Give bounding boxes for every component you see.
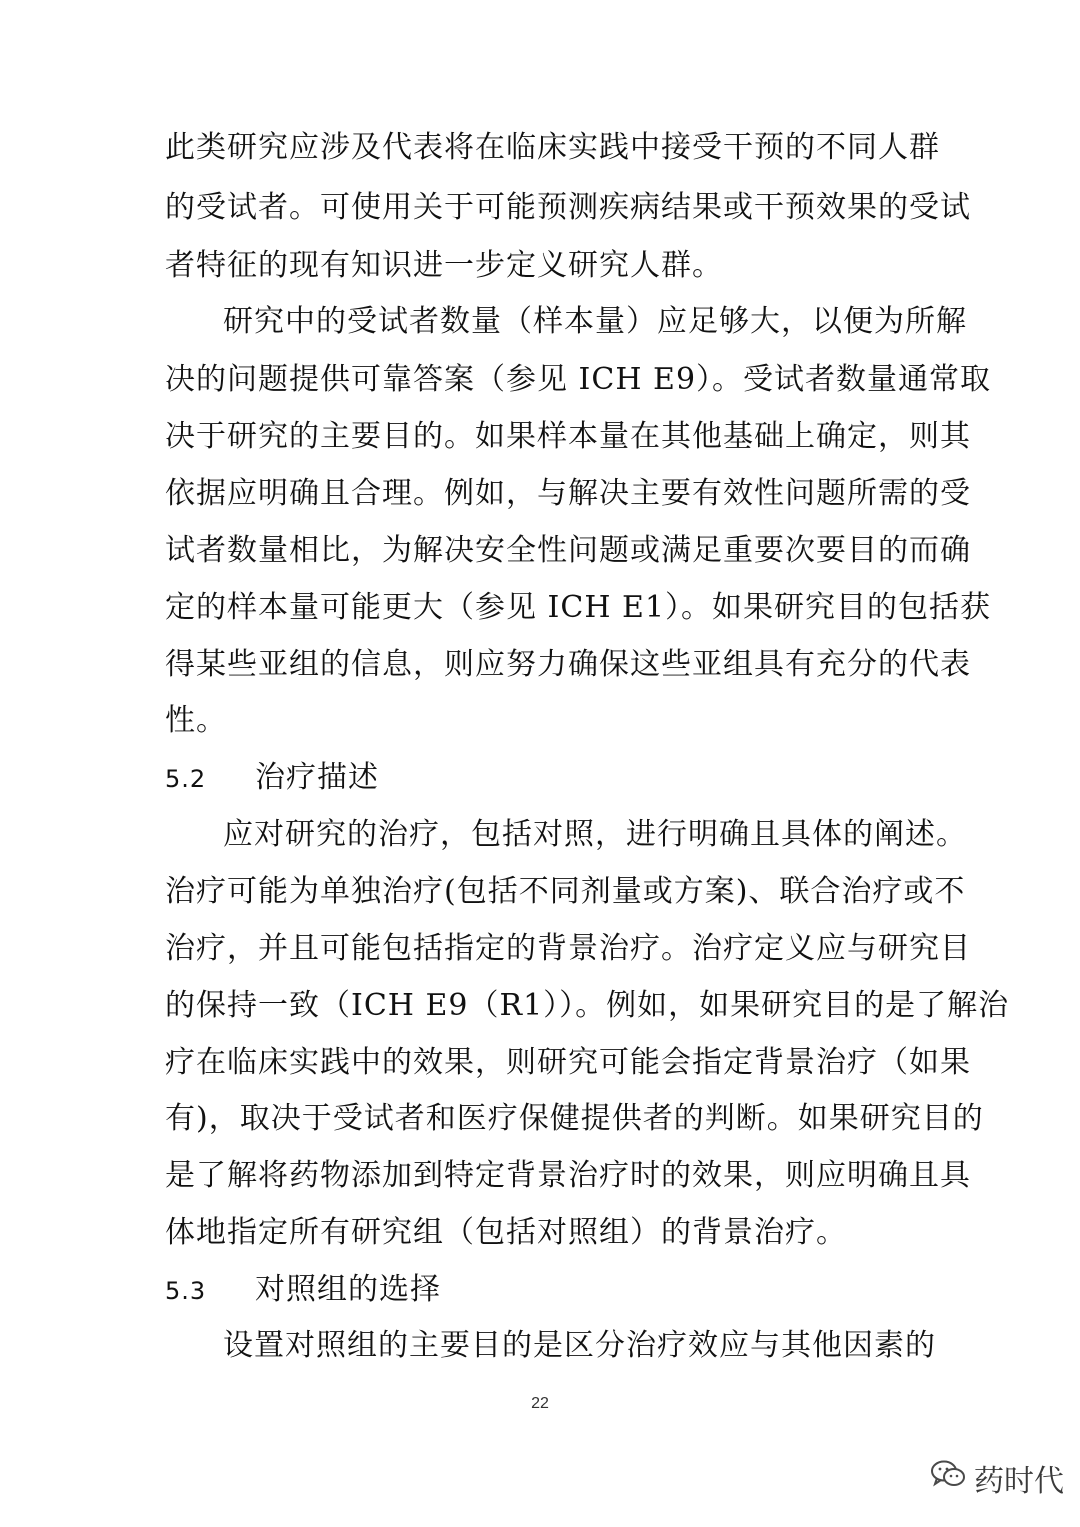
paragraph-line: 试者数量相比，为解决安全性问题或满足重要次要目的而确 <box>165 533 971 568</box>
paragraph-line: 性。 <box>165 703 227 738</box>
section-number: 5.2 <box>165 765 207 793</box>
paragraph-line: 研究中的受试者数量（样本量）应足够大，以便为所解 <box>223 304 967 339</box>
paragraph-line: 的受试者。可使用关于可能预测疾病结果或干预效果的受试 <box>165 190 971 225</box>
paragraph-line: 是了解将药物添加到特定背景治疗时的效果，则应明确且具 <box>165 1158 971 1193</box>
paragraph-line: 设置对照组的主要目的是区分治疗效应与其他因素的 <box>223 1328 936 1363</box>
section-title: 治疗描述 <box>255 760 379 795</box>
page-number: 22 <box>531 1395 549 1412</box>
watermark-text: 药时代 <box>974 1464 1064 1499</box>
paragraph-line: 此类研究应涉及代表将在临床实践中接受干预的不同人群 <box>165 130 940 165</box>
paragraph-line: 决的问题提供可靠答案（参见 ICH E9）。受试者数量通常取 <box>165 362 992 397</box>
section-heading-5-3 <box>165 1270 441 1311</box>
paragraph-line: 的保持一致（ICH E9（R1））。例如，如果研究目的是了解治 <box>165 988 1010 1023</box>
paragraph-line: 疗在临床实践中的效果，则研究可能会指定背景治疗（如果 <box>165 1045 971 1080</box>
paragraph-line: 依据应明确且合理。例如，与解决主要有效性问题所需的受 <box>165 476 971 511</box>
paragraph-line: 治疗可能为单独治疗(包括不同剂量或方案)、联合治疗或不 <box>165 874 966 909</box>
paragraph-line: 治疗，并且可能包括指定的背景治疗。治疗定义应与研究目 <box>165 931 971 966</box>
section-title: 对照组的选择 <box>255 1272 441 1307</box>
watermark <box>930 1456 1064 1500</box>
wechat-icon <box>930 1459 966 1497</box>
paragraph-line: 应对研究的治疗，包括对照，进行明确且具体的阐述。 <box>223 817 967 852</box>
section-heading-5-2 <box>165 758 379 799</box>
paragraph-line: 体地指定所有研究组（包括对照组）的背景治疗。 <box>165 1215 847 1250</box>
paragraph-line: 有)，取决于受试者和医疗保健提供者的判断。如果研究目的 <box>165 1101 984 1136</box>
section-number: 5.3 <box>165 1277 207 1305</box>
paragraph-line: 决于研究的主要目的。如果样本量在其他基础上确定，则其 <box>165 419 971 454</box>
paragraph-line: 者特征的现有知识进一步定义研究人群。 <box>165 248 723 283</box>
paragraph-line: 定的样本量可能更大（参见 ICH E1）。如果研究目的包括获 <box>165 590 992 625</box>
paragraph-line: 得某些亚组的信息，则应努力确保这些亚组具有充分的代表 <box>165 647 971 682</box>
